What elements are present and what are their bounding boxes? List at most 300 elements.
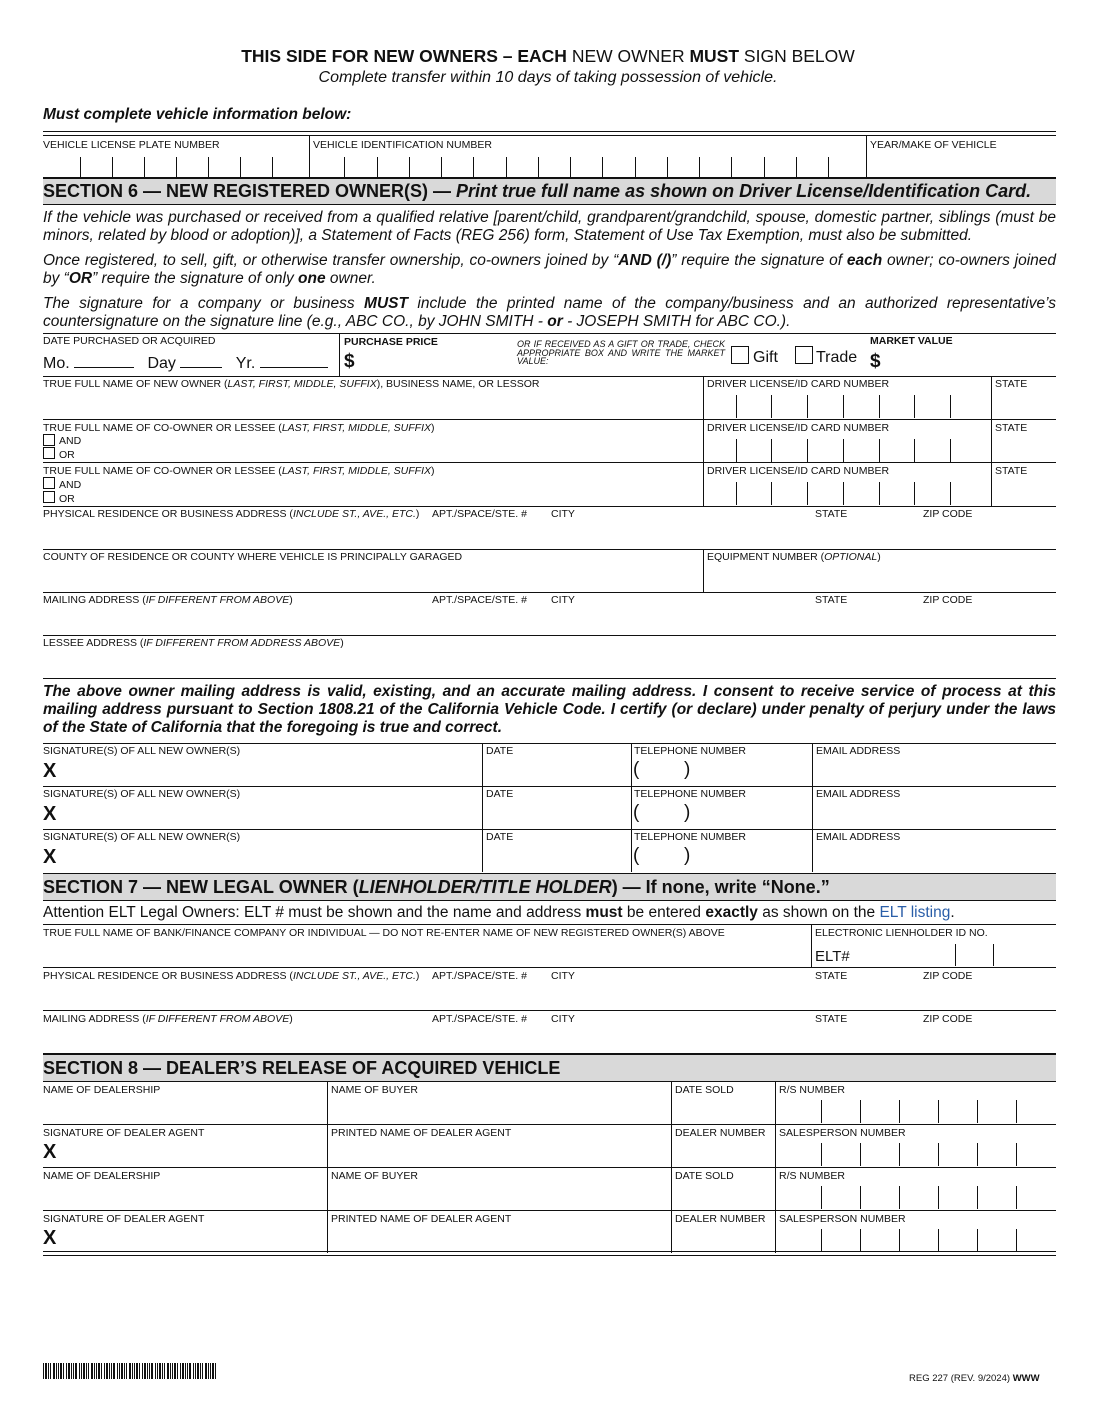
barcode-bar — [68, 1363, 70, 1379]
dealer-info-1-col4-field[interactable] — [777, 1096, 1055, 1123]
rule — [43, 900, 1056, 901]
state-label-3: STATE — [995, 465, 1028, 477]
dl-tick — [843, 482, 844, 505]
divider — [775, 1081, 776, 1124]
barcode-bar — [63, 1363, 64, 1379]
barcode-bar — [177, 1363, 178, 1379]
lienholder-name-label: TRUE FULL NAME OF BANK/FINANCE COMPANY OR INDIVIDUAL — DO NOT RE-ENTER NAME OF NEW REGISTERED OWNER(S) ABOVE — [43, 927, 725, 939]
dealer-agent-1-col4-field[interactable] — [777, 1139, 1055, 1166]
dl-tick — [807, 395, 808, 418]
co-owner-2-name-input[interactable] — [90, 478, 702, 504]
vehicle-info-heading: Must complete vehicle information below: — [43, 106, 352, 123]
divider — [327, 1167, 328, 1210]
purchase-price-dollar: $ — [344, 351, 355, 372]
barcode-bar — [60, 1363, 62, 1379]
barcode-bar — [111, 1363, 112, 1379]
vin-tick — [602, 157, 603, 177]
rule — [43, 829, 1056, 830]
section-6-title-italic: Print true full name as shown on Driver License/Identification Card. — [456, 181, 1032, 201]
vin-tick — [506, 157, 507, 177]
date-sold-label: DATE SOLD — [675, 1170, 734, 1182]
section-6-para-relative: If the vehicle was purchased or received from a qualified relative [parent/child, grandparent/grandchild, spouse, domestic partner, siblings (must be minors, related by blood or adoption)], a Statement of Facts (REG 256) form, Statement of Use Tax Exemption, must also be submitted. — [43, 209, 1056, 244]
date-purchased-label: DATE PURCHASED OR ACQUIRED — [43, 335, 216, 347]
section-7-title: SECTION 7 — NEW LEGAL OWNER (LIENHOLDER/TITLE HOLDER) — If none, write “None.” — [43, 877, 830, 897]
dealer-info-2-col2-field[interactable] — [329, 1182, 669, 1209]
state-input-3[interactable] — [993, 478, 1055, 504]
physical-address-label: PHYSICAL RESIDENCE OR BUSINESS ADDRESS (INCLUDE ST., AVE., ETC.) — [43, 508, 420, 520]
barcode-bar — [155, 1363, 156, 1379]
barcode-bar — [147, 1363, 148, 1379]
section-6-title-main: SECTION 6 — NEW REGISTERED OWNER(S) — — [43, 181, 452, 201]
state-input-2[interactable] — [993, 435, 1055, 461]
divider — [631, 829, 632, 872]
owner-signature-field-2[interactable] — [64, 800, 479, 827]
owner-telephone-field-2[interactable] — [633, 800, 810, 827]
state-label: STATE — [815, 970, 848, 982]
rule — [43, 592, 1056, 593]
rule — [43, 1167, 1056, 1168]
barcode-bar — [170, 1363, 171, 1379]
barcode-bar — [136, 1363, 138, 1379]
plate-tick — [176, 157, 177, 177]
rule — [43, 177, 1056, 179]
agent-sig-label: SIGNATURE OF DEALER AGENT — [43, 1127, 205, 1139]
header-normal-2: SIGN BELOW — [743, 46, 855, 66]
vin-tick — [828, 157, 829, 177]
barcode-bar — [75, 1363, 77, 1379]
apt-label: APT./SPACE/STE. # — [432, 594, 527, 606]
section-8-title: SECTION 8 — DEALER’S RELEASE OF ACQUIRED VEHICLE — [43, 1058, 561, 1078]
divider — [327, 1124, 328, 1167]
owner-signature-date-3[interactable] — [484, 843, 629, 870]
barcode-bar — [157, 1363, 158, 1379]
rs-label: R/S NUMBER — [779, 1170, 845, 1182]
rule — [43, 967, 1056, 968]
rule — [43, 1124, 1056, 1125]
rule — [43, 1081, 1056, 1082]
barcode-bar — [101, 1363, 102, 1379]
owner-signature-date-1[interactable] — [484, 757, 629, 784]
divider — [671, 1210, 672, 1253]
rule — [43, 1010, 1056, 1011]
area-code-open-paren: ( — [633, 759, 640, 780]
rule — [43, 204, 1056, 205]
salesperson-label: SALESPERSON NUMBER — [779, 1213, 906, 1225]
barcode-bar — [139, 1363, 140, 1379]
barcode-bar — [197, 1363, 199, 1379]
co-owner-1-name-label: TRUE FULL NAME OF CO-OWNER OR LESSEE (LAST, FIRST, MIDDLE, SUFFIX) — [43, 422, 435, 434]
barcode-bar — [119, 1363, 120, 1379]
dl-tick — [914, 482, 915, 505]
dealer-info-1-col3-field[interactable] — [673, 1096, 773, 1123]
header-bold-2: MUST — [689, 46, 740, 66]
barcode-bar — [71, 1363, 72, 1379]
dl-number-input-1[interactable] — [705, 392, 990, 418]
barcode-bar — [205, 1363, 207, 1379]
dealer-num-label: DEALER NUMBER — [675, 1127, 766, 1139]
divider — [775, 1124, 776, 1167]
divider — [812, 829, 813, 872]
barcode-bar — [208, 1363, 209, 1379]
date-sold-label: DATE SOLD — [675, 1084, 734, 1096]
barcode-bar — [189, 1363, 191, 1379]
date-label: DATE — [486, 831, 514, 843]
barcode-bar — [43, 1363, 44, 1379]
dl-tick — [771, 439, 772, 462]
lienholder-mailing-address-label: MAILING ADDRESS (IF DIFFERENT FROM ABOVE) — [43, 1013, 293, 1025]
divider — [991, 376, 992, 506]
divider — [482, 786, 483, 829]
agent-name-label: PRINTED NAME OF DEALER AGENT — [331, 1213, 512, 1225]
plate-tick — [272, 157, 273, 177]
lessee-address-label: LESSEE ADDRESS (IF DIFFERENT FROM ADDRESS ABOVE) — [43, 637, 344, 649]
barcode-bar — [195, 1363, 196, 1379]
rule — [43, 549, 1056, 550]
barcode-bar — [185, 1363, 186, 1379]
barcode-bar — [124, 1363, 125, 1379]
divider — [775, 1210, 776, 1253]
state-input-1[interactable] — [993, 392, 1055, 418]
co-owner-2-and-checkbox[interactable] — [43, 477, 55, 489]
elt-listing-link[interactable]: ELT listing — [879, 904, 951, 921]
dl-tick — [736, 395, 737, 418]
dl-number-label-3: DRIVER LICENSE/ID CARD NUMBER — [707, 465, 890, 477]
state-label-1: STATE — [995, 378, 1028, 390]
gift-trade-note: OR IF RECEIVED AS A GIFT OR TRADE, CHECK APPROPRIATE BOX AND WRITE THE MARKET VALUE: — [517, 339, 725, 366]
barcode-bar — [180, 1363, 181, 1379]
zip-label: ZIP CODE — [923, 970, 973, 982]
plate-tick — [144, 157, 145, 177]
county-input[interactable] — [43, 564, 701, 590]
barcode-bar — [144, 1363, 146, 1379]
purchase-price-input[interactable] — [360, 350, 510, 374]
city-label: CITY — [551, 594, 575, 606]
form-id: REG 227 (REV. 9/2024) WWW — [909, 1373, 1040, 1384]
dealer-agent-2-col2-field[interactable] — [329, 1225, 669, 1252]
lessee-address-input[interactable] — [43, 650, 1056, 676]
agent-name-label: PRINTED NAME OF DEALER AGENT — [331, 1127, 512, 1139]
vin-tick — [635, 157, 636, 177]
signature-label: SIGNATURE(S) OF ALL NEW OWNER(S) — [43, 831, 241, 843]
state-label: STATE — [815, 594, 848, 606]
dealer-num-label: DEALER NUMBER — [675, 1213, 766, 1225]
area-code-close-paren: ) — [684, 845, 691, 866]
agent-sig-label: SIGNATURE OF DEALER AGENT — [43, 1213, 205, 1225]
divider — [327, 1210, 328, 1253]
year-make-label: YEAR/MAKE OF VEHICLE — [870, 139, 997, 151]
signature-x-mark: X — [43, 846, 57, 868]
apt-label: APT./SPACE/STE. # — [432, 1013, 527, 1025]
state-label: STATE — [815, 508, 848, 520]
dealer-info-2-col4-field[interactable] — [777, 1182, 1055, 1209]
dl-number-input-2[interactable] — [705, 435, 990, 461]
barcode-bar — [45, 1363, 47, 1379]
gift-label: Gift — [753, 349, 778, 366]
dl-tick — [736, 439, 737, 462]
signature-x-mark: X — [43, 760, 57, 782]
dealer-agent-2-col1-field[interactable] — [64, 1225, 326, 1252]
plate-label: VEHICLE LICENSE PLATE NUMBER — [43, 139, 220, 151]
lienholder-physical-address-input[interactable] — [43, 983, 1056, 1009]
co-owner-1-or-checkbox[interactable] — [43, 447, 55, 459]
barcode-bar — [73, 1363, 74, 1379]
elt-id-label: ELECTRONIC LIENHOLDER ID NO. — [815, 927, 988, 939]
dealership-label: NAME OF DEALERSHIP — [43, 1084, 161, 1096]
barcode-bar — [182, 1363, 184, 1379]
dl-tick — [807, 482, 808, 505]
telephone-label: TELEPHONE NUMBER — [634, 831, 747, 843]
barcode-bar — [167, 1363, 169, 1379]
signature-x-mark: X — [43, 1227, 57, 1249]
mailing-address-input[interactable] — [43, 607, 1056, 633]
dl-tick — [879, 395, 880, 418]
market-value-label: MARKET VALUE — [870, 335, 953, 347]
barcode-bar — [79, 1363, 80, 1379]
gift-checkbox[interactable] — [731, 346, 749, 364]
signature-x-mark: X — [43, 1141, 57, 1163]
lienholder-physical-address-label: PHYSICAL RESIDENCE OR BUSINESS ADDRESS (INCLUDE ST., AVE., ETC.) — [43, 970, 420, 982]
mailing-address-label: MAILING ADDRESS (IF DIFFERENT FROM ABOVE) — [43, 594, 293, 606]
header-subtitle: Complete transfer within 10 days of taking possession of vehicle. — [318, 69, 778, 86]
barcode-bar — [58, 1363, 59, 1379]
dealer-info-1-col2-field[interactable] — [329, 1096, 669, 1123]
vin-tick — [764, 157, 765, 177]
dl-tick — [950, 482, 951, 505]
vin-tick — [538, 157, 539, 177]
elt-attention-note: Attention ELT Legal Owners: ELT # must be shown and the name and address must be entered exactly as shown on the ELT listing. — [43, 904, 955, 921]
barcode-bar — [98, 1363, 100, 1379]
purchase-price-label: PURCHASE PRICE — [344, 336, 438, 348]
divider — [703, 376, 704, 506]
rule — [43, 131, 1056, 132]
section-6-title — [43, 181, 1031, 202]
email-label: EMAIL ADDRESS — [816, 788, 901, 800]
dl-tick — [950, 439, 951, 462]
rule — [43, 678, 1056, 679]
rule — [43, 506, 1056, 507]
area-code-close-paren: ) — [684, 802, 691, 823]
barcode-bar — [164, 1363, 165, 1379]
dl-tick — [950, 395, 951, 418]
area-code-close-paren: ) — [684, 759, 691, 780]
divider — [327, 1081, 328, 1124]
salesperson-label: SALESPERSON NUMBER — [779, 1127, 906, 1139]
co-owner-1-and-checkbox[interactable] — [43, 434, 55, 446]
barcode-bar — [149, 1363, 150, 1379]
header-bold-1: THIS SIDE FOR NEW OWNERS – EACH — [241, 46, 567, 66]
vin-tick — [473, 157, 474, 177]
elt-prefix: ELT# — [815, 948, 850, 965]
state-label: STATE — [815, 1013, 848, 1025]
barcode-bar — [109, 1363, 110, 1379]
barcode-bar — [83, 1363, 85, 1379]
vin-tick — [344, 157, 345, 177]
signature-label: SIGNATURE(S) OF ALL NEW OWNER(S) — [43, 745, 241, 757]
owner-signature-date-2[interactable] — [484, 800, 629, 827]
trade-checkbox[interactable] — [795, 346, 813, 364]
barcode-bar — [172, 1363, 173, 1379]
dl-tick — [914, 395, 915, 418]
rs-label: R/S NUMBER — [779, 1084, 845, 1096]
email-label: EMAIL ADDRESS — [816, 745, 901, 757]
rule — [43, 135, 1056, 136]
barcode-bar — [212, 1363, 214, 1379]
vin-tick — [699, 157, 700, 177]
barcode-bar — [200, 1363, 201, 1379]
barcode-bar — [132, 1363, 133, 1379]
dl-tick — [879, 439, 880, 462]
divider — [339, 333, 340, 376]
barcode-bar — [94, 1363, 95, 1379]
dl-number-label-1: DRIVER LICENSE/ID CARD NUMBER — [707, 378, 890, 390]
city-label: CITY — [551, 508, 575, 520]
rule — [43, 1255, 1056, 1256]
barcode-bar — [48, 1363, 49, 1379]
email-label: EMAIL ADDRESS — [816, 831, 901, 843]
barcode-bar — [129, 1363, 131, 1379]
vin-tick — [667, 157, 668, 177]
barcode-bar — [88, 1363, 89, 1379]
owner-signature-field-3[interactable] — [64, 843, 479, 870]
rule — [43, 1251, 1056, 1252]
owner-telephone-field-3[interactable] — [633, 843, 810, 870]
owner-email-field-3[interactable] — [814, 843, 1055, 870]
vin-tick — [570, 157, 571, 177]
city-label: CITY — [551, 970, 575, 982]
physical-address-input[interactable] — [43, 521, 1056, 547]
area-code-open-paren: ( — [633, 802, 640, 823]
plate-tick — [240, 157, 241, 177]
section-6-para-business: The signature for a company or business MUST include the printed name of the company/business and an authorized representative’s countersignature on the signature line (e.g., ABC CO., by JOHN SMITH - or - JOSEPH SMITH for ABC CO.). — [43, 295, 1056, 330]
lienholder-mailing-address-input[interactable] — [43, 1026, 1056, 1052]
vin-tick — [409, 157, 410, 177]
vin-label: VEHICLE IDENTIFICATION NUMBER — [313, 139, 492, 151]
rule — [43, 376, 1056, 377]
zip-label: ZIP CODE — [923, 594, 973, 606]
and-label: AND — [59, 479, 82, 491]
dealer-info-2-col3-field[interactable] — [673, 1182, 773, 1209]
barcode-bar — [86, 1363, 87, 1379]
dealer-agent-2-col4-field[interactable] — [777, 1225, 1055, 1252]
co-owner-2-or-checkbox[interactable] — [43, 491, 55, 503]
equipment-number-label: EQUIPMENT NUMBER (OPTIONAL) — [707, 551, 881, 563]
dl-tick — [807, 439, 808, 462]
date-purchased-fields[interactable]: Mo. Day Yr. — [43, 355, 328, 373]
dealer-agent-1-col1-field[interactable] — [64, 1139, 326, 1166]
area-code-open-paren: ( — [633, 845, 640, 866]
header-normal-1: NEW OWNER — [571, 46, 685, 66]
zip-label: ZIP CODE — [923, 1013, 973, 1025]
dealer-agent-2-col3-field[interactable] — [673, 1225, 773, 1252]
market-value-input[interactable] — [888, 350, 1048, 374]
dl-tick — [843, 439, 844, 462]
dealer-info-2-col1-field[interactable] — [43, 1182, 326, 1209]
barcode-bar — [66, 1363, 67, 1379]
barcode-bar — [91, 1363, 93, 1379]
vin-tick — [377, 157, 378, 177]
barcode-bar — [50, 1363, 51, 1379]
county-label: COUNTY OF RESIDENCE OR COUNTY WHERE VEHICLE IS PRINCIPALLY GARAGED — [43, 551, 463, 563]
elt-id-input[interactable] — [855, 940, 1055, 966]
owner-email-field-2[interactable] — [814, 800, 1055, 827]
form-header — [0, 46, 1096, 67]
barcode-bar — [174, 1363, 176, 1379]
buyer-label: NAME OF BUYER — [331, 1170, 418, 1182]
vin-input[interactable] — [310, 152, 865, 176]
year-make-input[interactable] — [867, 152, 1056, 176]
divider — [812, 743, 813, 786]
plate-tick — [112, 157, 113, 177]
lienholder-name-input[interactable] — [43, 940, 809, 966]
co-owner-1-name-input[interactable] — [90, 435, 702, 461]
telephone-label: TELEPHONE NUMBER — [634, 745, 747, 757]
barcode — [43, 1363, 219, 1379]
and-label: AND — [59, 435, 82, 447]
divider — [671, 1167, 672, 1210]
barcode-bar — [202, 1363, 203, 1379]
barcode-bar — [215, 1363, 216, 1379]
section-6-para-coowners: Once registered, to sell, gift, or otherwise transfer ownership, co-owners joined by “AND (/)” require the signature of each owner; co-owners joined by “OR” require the signature of only one owner. — [43, 252, 1057, 287]
dealer-agent-1-col2-field[interactable] — [329, 1139, 669, 1166]
date-label: DATE — [486, 788, 514, 800]
owner-signature-field-1[interactable] — [64, 757, 479, 784]
dl-number-input-3[interactable] — [705, 478, 990, 504]
new-owner-name-input[interactable] — [43, 392, 703, 418]
barcode-bar — [104, 1363, 105, 1379]
barcode-bar — [193, 1363, 194, 1379]
vin-tick — [731, 157, 732, 177]
or-label: OR — [59, 449, 75, 461]
or-label: OR — [59, 493, 75, 505]
barcode-bar — [142, 1363, 143, 1379]
owner-telephone-field-1[interactable] — [633, 757, 810, 784]
divider — [631, 786, 632, 829]
trade-label: Trade — [816, 349, 858, 366]
market-value-dollar: $ — [870, 351, 881, 372]
state-label-2: STATE — [995, 422, 1028, 434]
dl-tick — [771, 395, 772, 418]
dl-tick — [879, 482, 880, 505]
owner-email-field-1[interactable] — [814, 757, 1055, 784]
divider — [811, 924, 812, 967]
dealer-info-1-col1-field[interactable] — [43, 1096, 326, 1123]
dl-tick — [771, 482, 772, 505]
rule — [43, 635, 1056, 636]
vin-tick — [441, 157, 442, 177]
barcode-bar — [81, 1363, 82, 1379]
barcode-bar — [117, 1363, 118, 1379]
plate-tick — [208, 157, 209, 177]
divider — [775, 1167, 776, 1210]
vin-tick — [796, 157, 797, 177]
divider — [482, 829, 483, 872]
dealer-agent-1-col3-field[interactable] — [673, 1139, 773, 1166]
divider — [671, 1081, 672, 1124]
apt-label: APT./SPACE/STE. # — [432, 508, 527, 520]
equipment-number-input[interactable] — [705, 564, 1055, 590]
buyer-label: NAME OF BUYER — [331, 1084, 418, 1096]
apt-label: APT./SPACE/STE. # — [432, 970, 527, 982]
dl-tick — [914, 439, 915, 462]
divider — [631, 743, 632, 786]
barcode-bar — [121, 1363, 123, 1379]
divider — [482, 743, 483, 786]
plate-tick — [80, 157, 81, 177]
telephone-label: TELEPHONE NUMBER — [634, 788, 747, 800]
zip-label: ZIP CODE — [923, 508, 973, 520]
divider — [703, 549, 704, 592]
barcode-bar — [56, 1363, 57, 1379]
